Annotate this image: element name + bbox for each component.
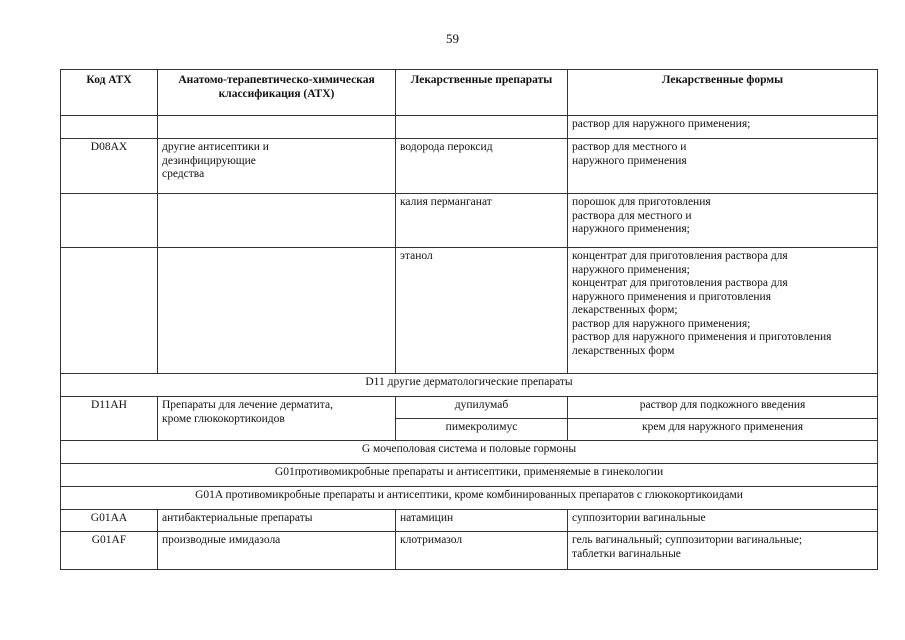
forms-cell: концентрат для приготовления раствора для наружного применения; концентрат для приготовления раствора для наружного применения и приготовления лекарственных форм; раствор для наружного применения; раствор для наружного применения и приготовления лекарственных форм — [568, 248, 878, 374]
forms-cell: крем для наружного применения — [568, 419, 878, 441]
section-row — [61, 441, 878, 464]
section-row — [61, 374, 878, 397]
section-row — [61, 464, 878, 487]
drug-cell: пимекролимус — [396, 419, 568, 441]
code-cell: G01AA — [61, 510, 158, 532]
table-row — [61, 194, 878, 248]
drug-cell: дупилумаб — [396, 397, 568, 419]
section-title: G01противомикробные препараты и антисептики, применяемые в гинекологии — [61, 464, 878, 487]
drug-cell: калия перманганат — [396, 194, 568, 248]
code-cell: D11AH — [61, 397, 158, 441]
forms-cell: раствор для подкожного введения — [568, 397, 878, 419]
classification-cell: Препараты для лечение дерматита, кроме глюкокортикоидов — [158, 397, 396, 441]
header-forms: Лекарственные формы — [568, 70, 878, 116]
table-row — [61, 510, 878, 532]
header-drugs: Лекарственные препараты — [396, 70, 568, 116]
classification-cell: антибактериальные препараты — [158, 510, 396, 532]
drug-cell: этанол — [396, 248, 568, 374]
forms-cell: гель вагинальный; суппозитории вагинальные; таблетки вагинальные — [568, 532, 878, 570]
header-classification: Анатомо-терапевтическо-химическая классификация (АТХ) — [158, 70, 396, 116]
table-row — [61, 532, 878, 570]
page-number: 59 — [446, 31, 459, 46]
table-row — [61, 139, 878, 194]
drug-cell: натамицин — [396, 510, 568, 532]
section-row — [61, 487, 878, 510]
classification-cell: производные имидазола — [158, 532, 396, 570]
drug-cell: клотримазол — [396, 532, 568, 570]
header-code: Код АТХ — [61, 70, 158, 116]
atx-table — [60, 69, 878, 570]
forms-cell: раствор для местного и наружного применения — [568, 139, 878, 194]
code-cell: D08AX — [61, 139, 158, 194]
forms-cell: суппозитории вагинальные — [568, 510, 878, 532]
table-row — [61, 248, 878, 374]
classification-cell: другие антисептики и дезинфицирующие средства — [158, 139, 396, 194]
section-title: G01A противомикробные препараты и антисептики, кроме комбинированных препаратов с глюкокортикоидами — [61, 487, 878, 510]
header-row — [61, 70, 878, 116]
forms-cell: раствор для наружного применения; — [568, 116, 878, 139]
drug-cell: водорода пероксид — [396, 139, 568, 194]
table-row — [61, 397, 878, 419]
forms-cell: порошок для приготовления раствора для местного и наружного применения; — [568, 194, 878, 248]
section-title: G мочеполовая система и половые гормоны — [61, 441, 878, 464]
code-cell: G01AF — [61, 532, 158, 570]
table-row — [61, 116, 878, 139]
section-title: D11 другие дерматологические препараты — [61, 374, 878, 397]
